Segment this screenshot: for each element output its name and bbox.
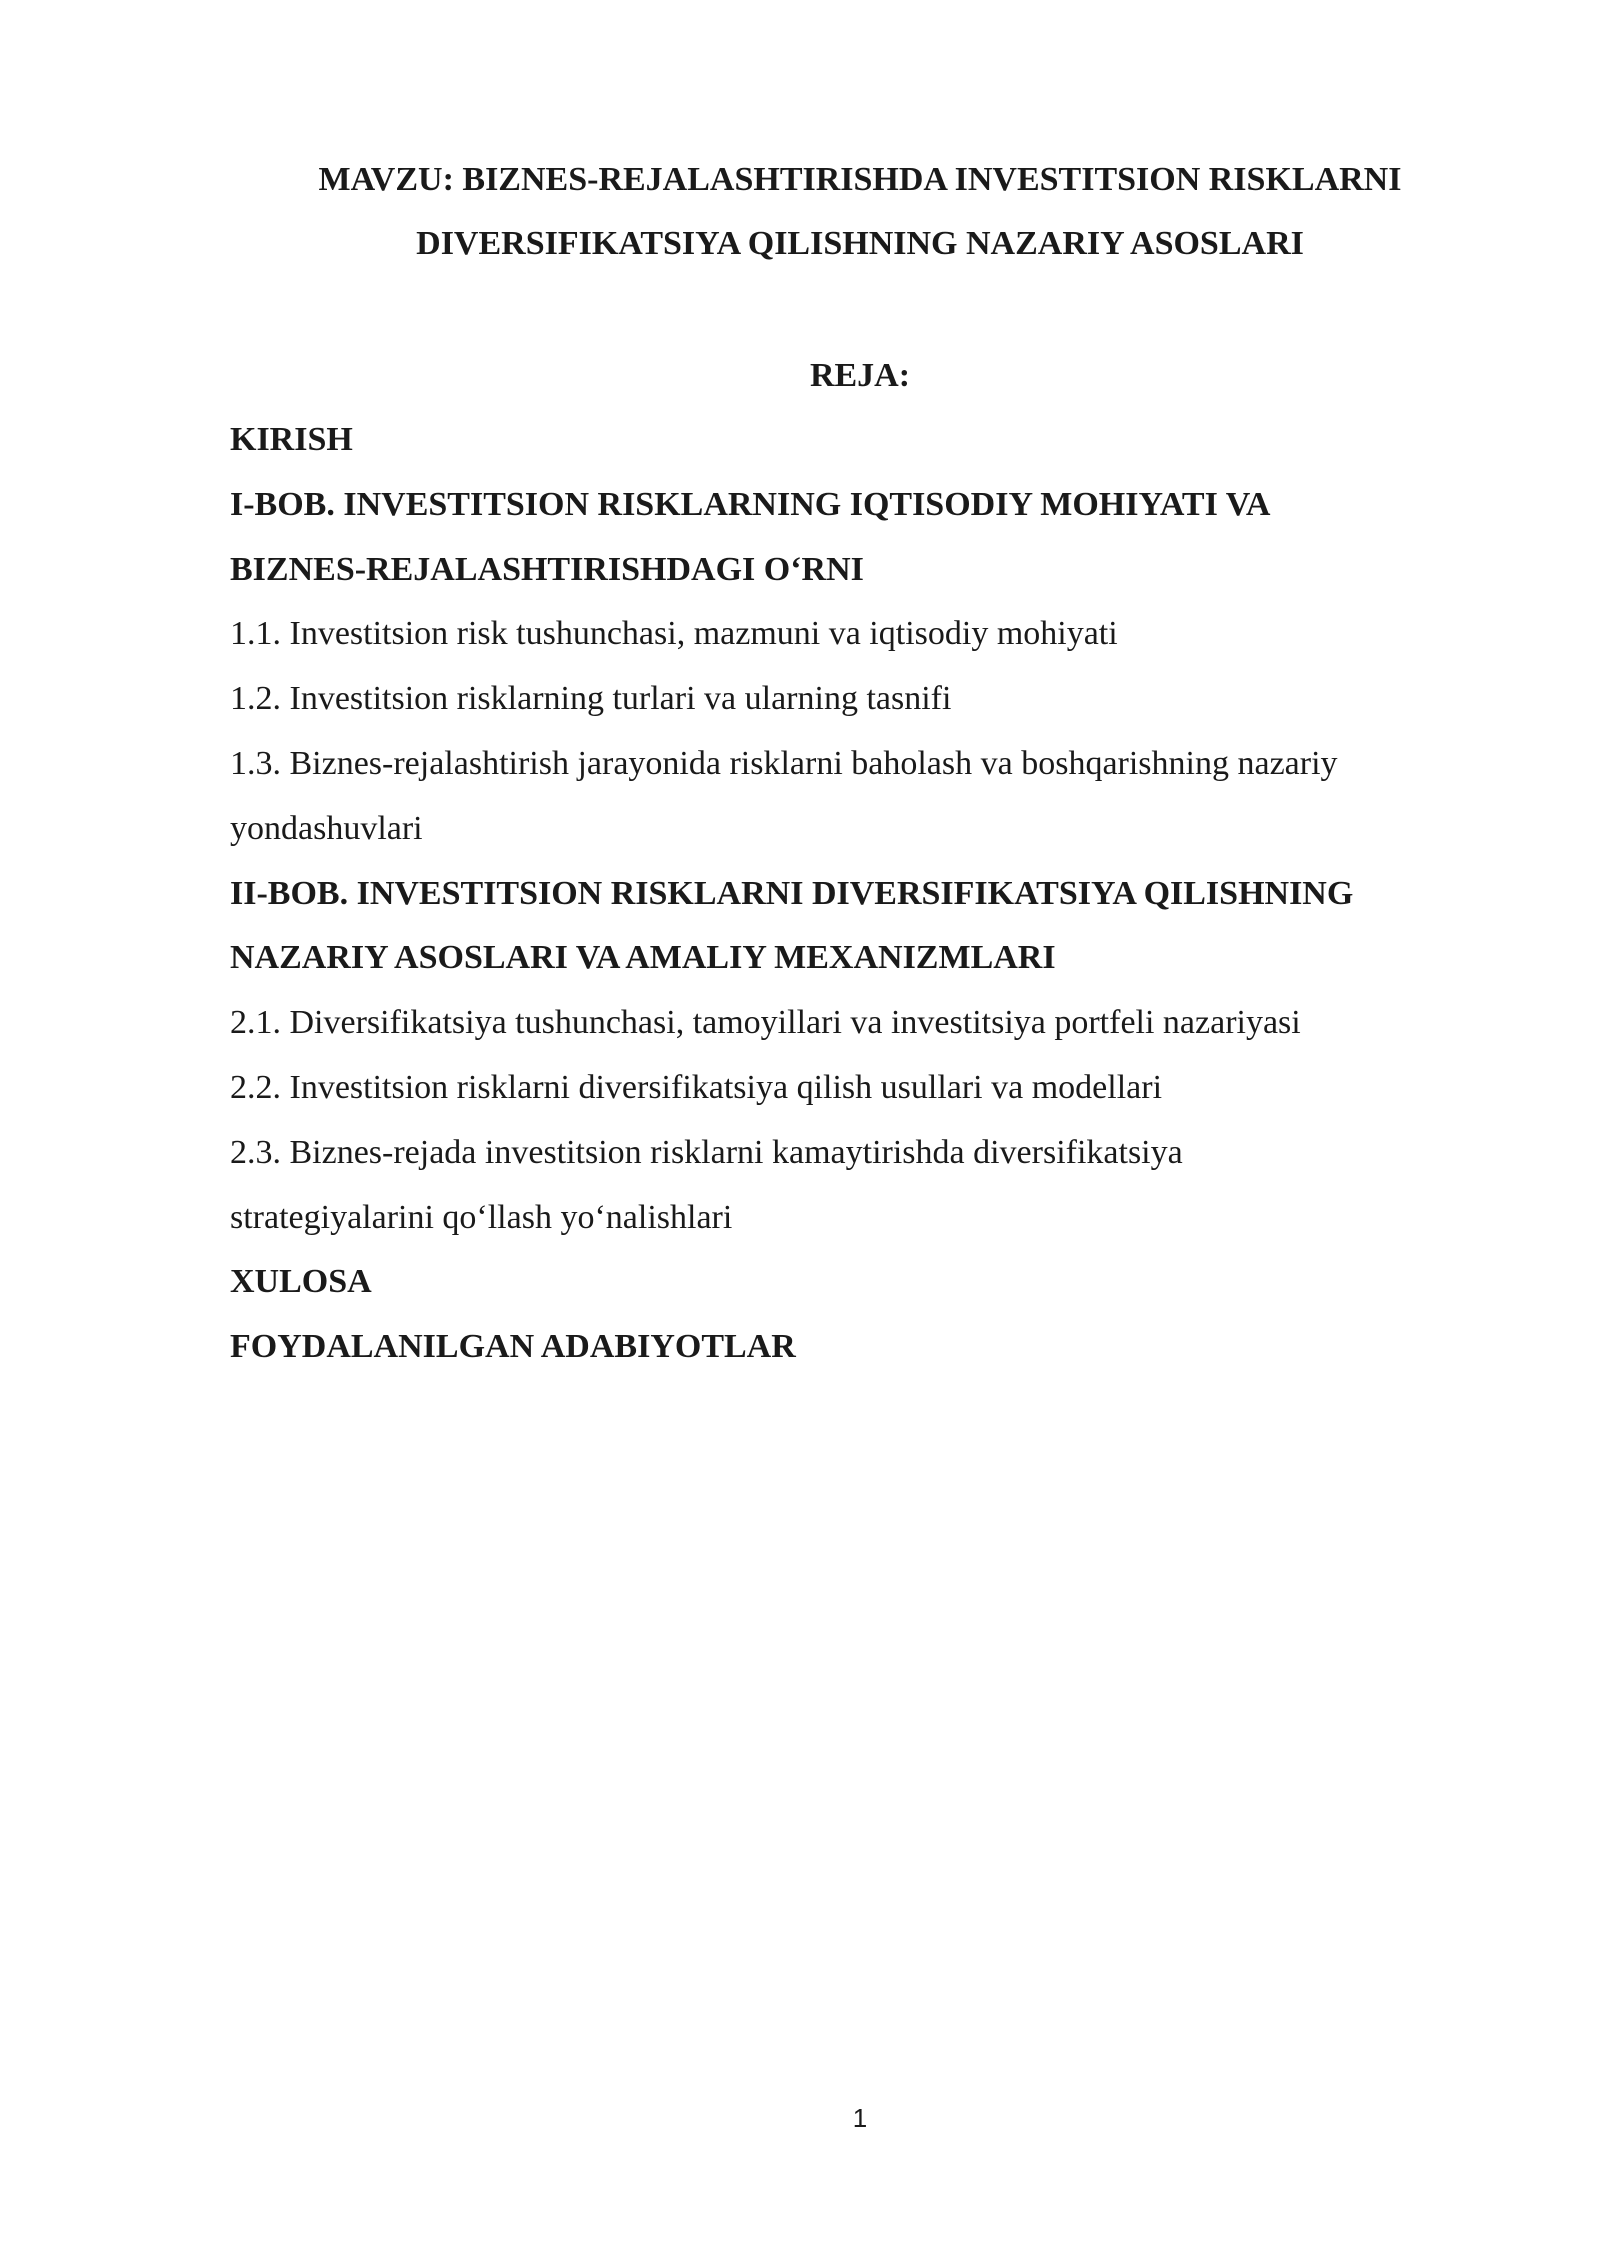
toc-section-2-2: 2.2. Investitsion risklarni diversifikatsiya qilish usullari va modellari	[230, 1068, 1163, 1106]
toc-section-1-1: 1.1. Investitsion risk tushunchasi, mazmuni va iqtisodiy mohiyati	[230, 615, 1118, 653]
toc-chapter-2-line-2: NAZARIY ASOSLARI VA AMALIY MEXANIZMLARI	[230, 939, 1056, 977]
page-number: 1	[852, 2103, 868, 2133]
toc-section-2-1: 2.1. Diversifikatsiya tushunchasi, tamoyillari va investitsiya portfeli nazariyasi	[230, 1004, 1301, 1042]
toc-conclusion: XULOSA	[230, 1263, 372, 1301]
title-line-2: DIVERSIFIKATSIYA QILISHNING NAZARIY ASOSLARI	[416, 225, 1304, 262]
toc-section-1-3-line-1: 1.3. Biznes-rejalashtirish jarayonida risklarni baholash va boshqarishning nazariy	[230, 744, 1338, 782]
toc-section-1-3-line-2: yondashuvlari	[230, 809, 423, 847]
toc-references: FOYDALANILGAN ADABIYOTLAR	[230, 1328, 796, 1366]
toc-section-2-3-line-2: strategiyalarini qo‘llash yo‘nalishlari	[230, 1198, 733, 1236]
toc-chapter-2-line-1: II-BOB. INVESTITSION RISKLARNI DIVERSIFIKATSIYA QILISHNING	[230, 874, 1354, 912]
toc-chapter-1-line-1: I-BOB. INVESTITSION RISKLARNING IQTISODIY MOHIYATI VA	[230, 485, 1271, 523]
toc-section-1-2: 1.2. Investitsion risklarning turlari va ularning tasnifi	[230, 680, 952, 718]
toc-chapter-1-line-2: BIZNES-REJALASHTIRISHDAGI O‘RNI	[230, 550, 864, 588]
plan-heading: REJA:	[809, 357, 911, 394]
table-of-contents	[230, 408, 1500, 1380]
toc-intro: KIRISH	[230, 421, 353, 458]
title-line-1: MAVZU: BIZNES-REJALASHTIRISHDA INVESTITSION RISKLARNI	[318, 161, 1402, 198]
document-title	[200, 148, 1520, 276]
toc-section-2-3-line-1: 2.3. Biznes-rejada investitsion risklarni kamaytirishda diversifikatsiya	[230, 1133, 1183, 1171]
